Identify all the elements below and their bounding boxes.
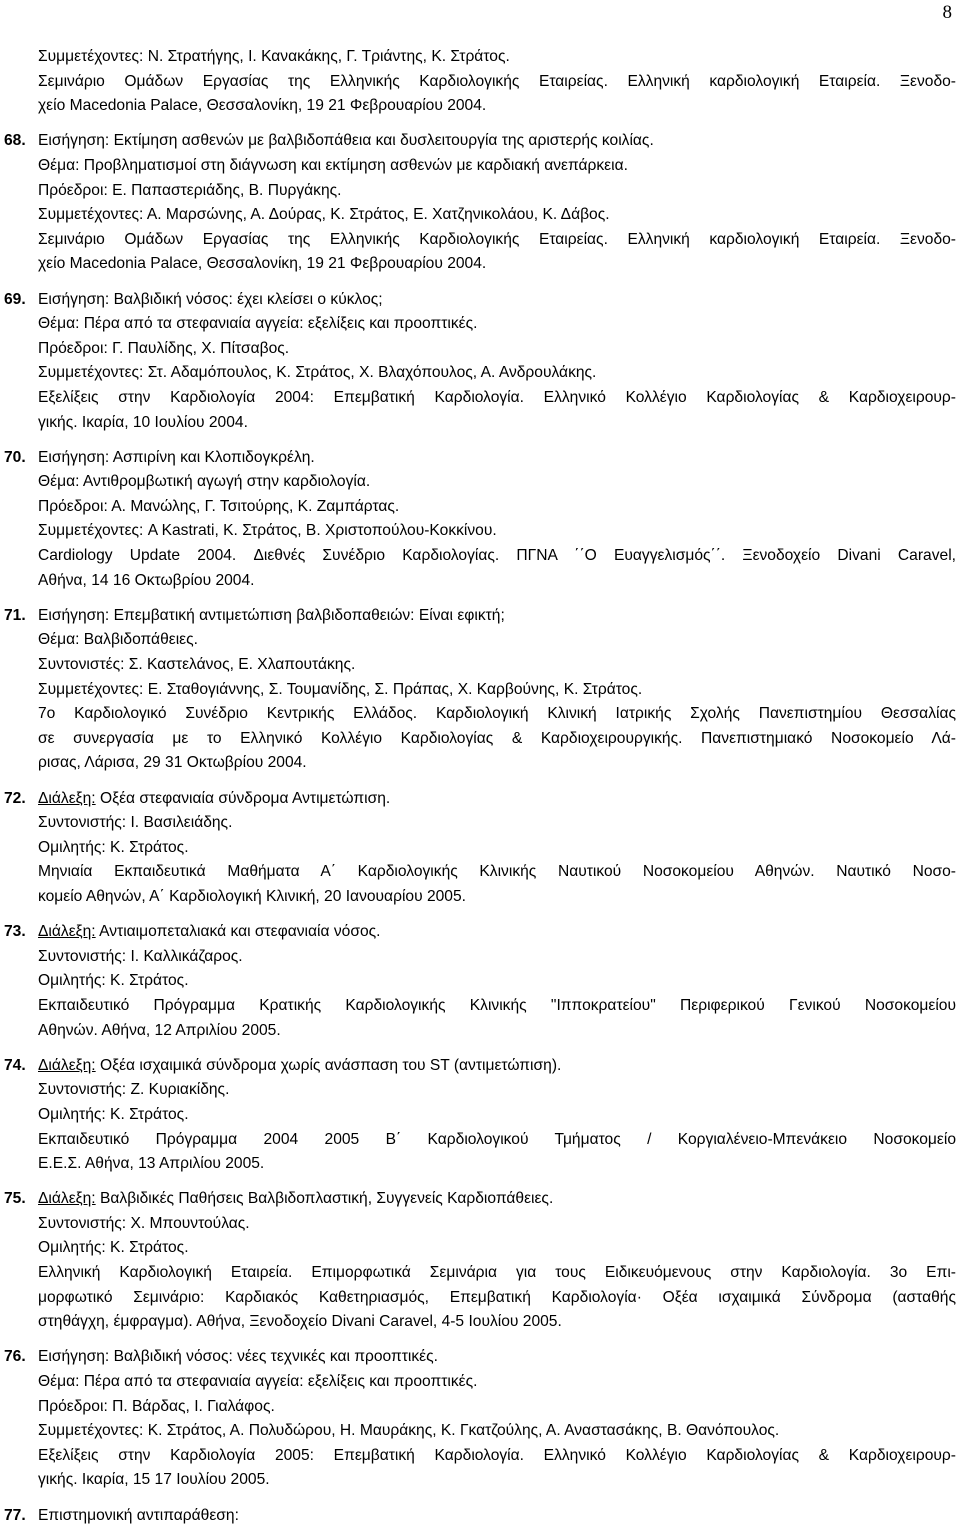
entry-line: μορφωτικό Σεμινάριο: Καρδιακός Καθετηριασμός, Επεμβατική Καρδιολογία· Οξέα ισχαιμικά Σύνδρομα (ασταθής — [38, 1288, 956, 1306]
entry-number: 77. — [4, 1506, 26, 1524]
entry-line: Θέμα: Πέρα από τα στεφανιαία αγγεία: εξελίξεις και προοπτικές. — [38, 315, 478, 333]
entry-line: Επιστημονική αντιπαράθεση: — [38, 1506, 239, 1524]
entry-line: Ε.Ε.Σ. Αθήνα, 13 Απριλίου 2005. — [38, 1155, 265, 1173]
entry-line: Συμμετέχοντες: Ν. Στρατήγης, Ι. Κανακάκης, Γ. Τριάντης, Κ. Στράτος. — [38, 48, 510, 65]
document-body — [0, 45, 960, 1539]
entry-line: Εισήγηση: Βαλβιδική νόσος: νέες τεχνικές και προοπτικές. — [38, 1348, 438, 1366]
entry-line: ρισας, Λάρισα, 29 31 Οκτωβρίου 2004. — [38, 754, 307, 772]
entry-line: Συντονιστής: Χ. Μπουντούλας. — [38, 1214, 250, 1232]
entry-line — [38, 920, 956, 945]
entry-line: Συμμετέχοντες: Κ. Στράτος, Α. Πολυδώρου, Η. Μαυράκης, Κ. Γκατζούλης, Α. Αναστασάκης, Β. Θανόπουλος. — [38, 1422, 780, 1440]
entry-line: Συντονιστής: Ι. Βασιλειάδης. — [38, 814, 233, 832]
entry-line: Συντονιστής: Ζ. Κυριακίδης. — [38, 1081, 230, 1099]
publication-entry — [0, 1187, 960, 1335]
entry-line: Πρόεδροι: Γ. Παυλίδης, Χ. Πίτσαβος. — [38, 339, 290, 357]
entry-number: 69. — [4, 290, 26, 308]
entry-line: Αθήνα, 14 16 Οκτωβρίου 2004. — [38, 571, 255, 589]
entry-line: γικής. Ικαρία, 10 Ιουλίου 2004. — [38, 413, 248, 431]
entry-number: 75. — [4, 1190, 26, 1208]
page-number: 8 — [942, 2, 952, 23]
entry-line: Cardiology Update 2004. Διεθνές Συνέδριο Καρδιολογίας. ΠΓΝΑ ΄΄Ο Ευαγγελισμός΄΄. Ξενοδοχείο Divani Caravel, — [38, 547, 956, 565]
entry-line: κομείο Αθηνών, Α΄ Καρδιολογική Κλινική, 20 Ιανουαρίου 2005. — [38, 887, 466, 905]
publication-entry — [0, 920, 960, 1043]
publication-entry — [0, 1504, 960, 1529]
lecture-label: Διάλεξη: — [38, 1190, 96, 1208]
entry-line: Ομιλητής: Κ. Στράτος. — [38, 838, 189, 856]
entry-line: 7ο Καρδιολογικό Συνέδριο Κεντρικής Ελλάδος. Καρδιολογική Κλινική Ιατρικής Σχολής Πανεπιστημίου Θεσσαλίας — [38, 705, 956, 723]
entry-line: Μηνιαία Εκπαιδευτικά Μαθήματα Α΄ Καρδιολογικής Κλινικής Ναυτικού Νοσοκομείου Αθηνών. Ναυτικό Νοσο- — [38, 863, 956, 881]
entry-line: Ελληνική Καρδιολογική Εταιρεία. Επιμορφωτικά Σεμινάρια για τους Ειδικευόμενους στην Καρδιολογία. 3ο Επι- — [38, 1264, 956, 1282]
entry-line: Εισήγηση: Εκτίμηση ασθενών με βαλβιδοπάθεια και δυσλειτουργία της αριστερής κοιλίας. — [38, 132, 654, 150]
lecture-label: Διάλεξη: — [38, 923, 96, 941]
entry-line: Συντονιστές: Σ. Καστελάνος, Ε. Χλαπουτάκης. — [38, 656, 356, 674]
entry-line: χείο Macedonia Palace, Θεσσαλονίκη, 19 21 Φεβρουαρίου 2004. — [38, 255, 487, 273]
entry-line: Θέμα: Βαλβιδοπάθειες. — [38, 631, 198, 649]
publication-entry — [0, 1054, 960, 1177]
entry-line: Συμμετέχοντες: A Kastrati, Κ. Στράτος, Β. Χριστοπούλου-Κοκκίνου. — [38, 522, 497, 540]
entry-line — [38, 1054, 956, 1079]
entry-number: 76. — [4, 1348, 26, 1366]
entry-line: Πρόεδροι: Ε. Παπαστεριάδης, Β. Πυργάκης. — [38, 181, 342, 199]
entry-line: Συμμετέχοντες: Στ. Αδαμόπουλος, Κ. Στράτος, Χ. Βλαχόπουλος, Α. Ανδρουλάκης. — [38, 364, 597, 382]
lecture-title: Οξέα ισχαιμικά σύνδρομα χωρίς ανάσπαση του ST (αντιμετώπιση). — [99, 1056, 562, 1074]
entry-line: Θέμα: Πέρα από τα στεφανιαία αγγεία: εξελίξεις και προοπτικές. — [38, 1373, 478, 1391]
publication-entry — [0, 604, 960, 776]
entry-line: Εισήγηση: Βαλβιδική νόσος: έχει κλείσει ο κύκλος; — [38, 290, 383, 308]
publication-entry — [0, 787, 960, 910]
publication-entry — [0, 446, 960, 594]
entry-line — [38, 787, 956, 812]
publication-entry — [0, 288, 960, 436]
entry-line: Ομιλητής: Κ. Στράτος. — [38, 972, 189, 990]
entry-number: 68. — [4, 132, 26, 150]
entry-line: Αθηνών. Αθήνα, 12 Απριλίου 2005. — [38, 1021, 281, 1039]
entry-line: Πρόεδροι: Π. Βάρδας, Ι. Γιαλάφος. — [38, 1397, 275, 1415]
entry-continuation — [0, 45, 960, 119]
entry-line: Εισήγηση: Επεμβατική αντιμετώπιση βαλβιδοπαθειών: Είναι εφικτή; — [38, 606, 505, 624]
entry-line: Εισήγηση: Ασπιρίνη και Κλοπιδογκρέλη. — [38, 448, 315, 466]
entry-line — [38, 1187, 956, 1212]
entry-line: στηθάγχη, έμφραγμα). Αθήνα, Ξενοδοχείο Divani Caravel, 4-5 Ιουλίου 2005. — [38, 1313, 562, 1331]
lecture-title: Βαλβιδικές Παθήσεις Βαλβιδοπλαστική, Συγγενείς Καρδιοπάθειες. — [99, 1190, 554, 1208]
entry-line: Ομιλητής: Κ. Στράτος. — [38, 1105, 189, 1123]
lecture-title: Αντιαιμοπεταλιακά και στεφανιαία νόσος. — [99, 923, 381, 941]
entry-line: Σεμινάριο Ομάδων Εργασίας της Ελληνικής Καρδιολογικής Εταιρείας. Ελληνική καρδιολογική Εταιρεία. Ξενοδο- — [38, 230, 956, 248]
entry-line: Εκπαιδευτικό Πρόγραμμα Κρατικής Καρδιολογικής Κλινικής "Ιπποκρατείου" Περιφερικού Γενικού Νοσοκομείου — [38, 996, 956, 1014]
entry-line: Εκπαιδευτικό Πρόγραμμα 2004 2005 Β΄ Καρδιολογικού Τμήματος / Κοργιαλένειο-Μπενάκειο Νοσοκομείο — [38, 1130, 956, 1148]
entry-number: 70. — [4, 448, 26, 466]
entry-line: Συμμετέχοντες: Α. Μαρσώνης, Α. Δούρας, Κ. Στράτος, Ε. Χατζηνικολάου, Κ. Δάβος. — [38, 206, 610, 224]
entry-line: Θέμα: Αντιθρομβωτική αγωγή στην καρδιολογία. — [38, 473, 371, 491]
entry-number: 71. — [4, 606, 26, 624]
lecture-label: Διάλεξη: — [38, 1056, 96, 1074]
entry-number: 72. — [4, 789, 26, 807]
entry-number: 73. — [4, 923, 26, 941]
entry-line: Συντονιστής: Ι. Καλλικάζαρος. — [38, 947, 243, 965]
entry-line: Ομιλητής: Κ. Στράτος. — [38, 1239, 189, 1257]
lecture-title: Οξέα στεφανιαία σύνδρομα Αντιμετώπιση. — [99, 789, 391, 807]
entry-line: Εξελίξεις στην Καρδιολογία 2004: Επεμβατική Καρδιολογία. Ελληνικό Κολλέγιο Καρδιολογίας & Καρδιοχειρουρ- — [38, 388, 956, 406]
entry-line: Πρόεδροι: Α. Μανώλης, Γ. Τσιτούρης, Κ. Ζαμπάρτας. — [38, 497, 400, 515]
publication-entry — [0, 129, 960, 277]
lecture-label: Διάλεξη: — [38, 789, 96, 807]
entry-number: 74. — [4, 1056, 26, 1074]
entry-line: σε συνεργασία με το Ελληνικό Κολλέγιο Καρδιολογίας & Καρδιοχειρουργικής. Πανεπιστημιακό Νοσοκομείο Λά- — [38, 729, 956, 747]
entry-line: Συμμετέχοντες: Ε. Σταθογιάννης, Σ. Τουμανίδης, Σ. Πράπας, Χ. Καρβούνης, Κ. Στράτος. — [38, 680, 643, 698]
entry-line: γικής. Ικαρία, 15 17 Ιουλίου 2005. — [38, 1471, 270, 1489]
entry-line: Θέμα: Προβληματισμοί στη διάγνωση και εκτίμηση ασθενών με καρδιακή ανεπάρκεια. — [38, 156, 628, 174]
entry-line: Εξελίξεις στην Καρδιολογία 2005: Επεμβατική Καρδιολογία. Ελληνικό Κολλέγιο Καρδιολογίας & Καρδιοχειρουρ- — [38, 1446, 956, 1464]
entry-line: χείο Macedonia Palace, Θεσσαλονίκη, 19 21 Φεβρουαρίου 2004. — [38, 97, 487, 115]
entry-line: Σεμινάριο Ομάδων Εργασίας της Ελληνικής Καρδιολογικής Εταιρείας. Ελληνική καρδιολογική Εταιρεία. Ξενοδο- — [38, 72, 956, 90]
publication-entry — [0, 1345, 960, 1493]
